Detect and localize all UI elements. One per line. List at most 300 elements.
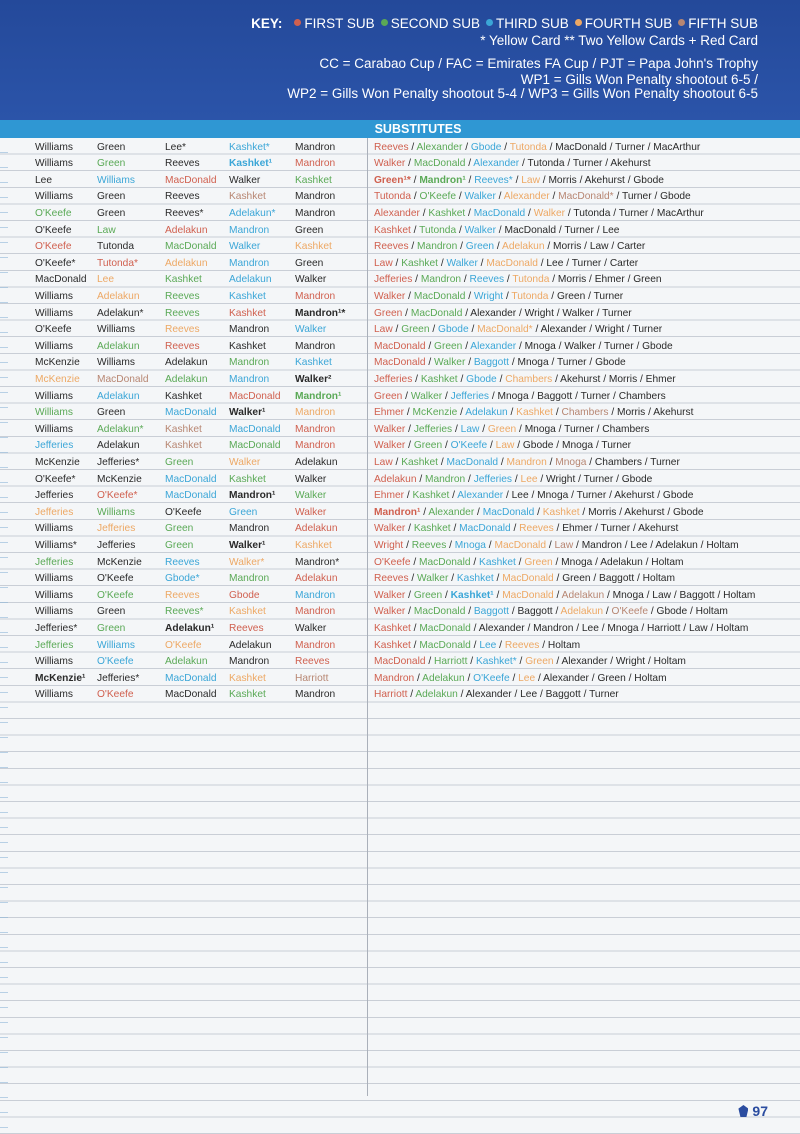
substitutes-list — [374, 372, 676, 389]
player-cell: Williams — [35, 606, 73, 618]
substitute-name: Baggott — [473, 357, 509, 369]
substitute-name: MacDonald — [555, 141, 607, 153]
player-cell: Kashket¹ — [229, 158, 273, 170]
separator: / — [405, 440, 414, 452]
separator: / — [643, 589, 653, 601]
separator: / — [573, 622, 582, 634]
page-footer — [738, 1103, 768, 1119]
player-cell: Williams — [35, 573, 73, 585]
separator: / — [438, 257, 447, 269]
separator: / — [508, 606, 518, 618]
substitute-name: Tutonda — [512, 274, 550, 286]
separator: / — [477, 257, 487, 269]
table-row — [0, 372, 800, 389]
substitute-name: Alexander — [543, 672, 589, 684]
substitute-name: Green — [524, 556, 553, 568]
table-row — [0, 455, 800, 472]
substitute-name: MacDonald — [459, 523, 511, 535]
player-cell: Mandron — [229, 324, 270, 336]
table-row — [0, 488, 800, 505]
separator: / — [496, 373, 506, 385]
separator: / — [553, 440, 562, 452]
separator: / — [470, 639, 480, 651]
player-cell: MacDonald — [229, 390, 281, 402]
substitute-name: Lee — [546, 257, 564, 269]
player-cell: Kashket — [229, 307, 266, 319]
substitute-name: Adelakun — [560, 606, 604, 618]
player-cell: Mandron — [295, 606, 336, 618]
player-cell: Walker — [295, 622, 327, 634]
player-cell: Lee — [35, 174, 52, 186]
separator: / — [645, 407, 654, 419]
player-cell: Green — [295, 257, 324, 269]
separator: / — [537, 689, 546, 701]
player-cell: Williams — [35, 423, 73, 435]
separator: / — [501, 141, 510, 153]
substitute-name: Law — [460, 423, 480, 435]
separator: / — [509, 672, 519, 684]
substitute-name: Wright — [594, 324, 625, 336]
player-cell: Green — [97, 207, 126, 219]
separator: / — [411, 191, 420, 203]
separator: / — [438, 456, 447, 468]
substitute-name: Tutonda — [573, 207, 611, 219]
separator: / — [465, 473, 474, 485]
substitute-name: Turner — [615, 141, 645, 153]
substitute-name: Alexander — [416, 141, 463, 153]
key-item-label: FIRST SUB — [304, 16, 375, 31]
separator: / — [601, 257, 610, 269]
player-cell: MacDonald — [165, 473, 217, 485]
player-cell: Jefferies — [97, 523, 136, 535]
substitute-name: Law — [374, 324, 393, 336]
substitute-name: Holtam — [716, 622, 749, 634]
substitute-name: O'Keefe — [611, 606, 649, 618]
player-cell: Adelakun — [165, 373, 208, 385]
substitute-name: Green — [633, 274, 662, 286]
substitute-name: Turner — [593, 290, 624, 302]
substitute-name: Akehurst — [624, 506, 665, 518]
substitute-name: Law — [554, 539, 574, 551]
player-cell: McKenzie — [35, 357, 80, 369]
player-cell: Green — [97, 158, 126, 170]
separator: / — [392, 456, 402, 468]
separator: / — [556, 224, 565, 236]
substitutes-list — [374, 355, 626, 372]
player-cell: Adelakun — [97, 440, 140, 452]
substitute-name: Jefferies — [413, 423, 453, 435]
separator: / — [410, 639, 420, 651]
key-item — [294, 16, 374, 31]
player-cell: Williams — [35, 390, 73, 402]
player-cell: O'Keefe* — [97, 490, 138, 502]
separator: / — [508, 357, 518, 369]
player-cell: Lee* — [165, 141, 186, 153]
player-cell: Green — [295, 224, 324, 236]
substitute-name: Gbode — [595, 357, 626, 369]
separator: / — [488, 390, 498, 402]
substitute-name: Turner — [571, 257, 602, 269]
player-cell: Mandron — [229, 224, 270, 236]
player-cell: Williams — [97, 357, 135, 369]
substitute-name: Reeves — [374, 241, 409, 253]
player-cell: McKenzie — [97, 473, 142, 485]
substitute-name: Mandron¹ — [374, 506, 421, 518]
player-cell: Kashket — [295, 539, 332, 551]
substitute-name: Gbode — [438, 324, 469, 336]
player-cell: Mandron — [295, 191, 336, 203]
separator: / — [412, 373, 421, 385]
separator: / — [405, 158, 414, 170]
substitutes-list — [374, 239, 645, 256]
player-cell: Williams — [35, 191, 73, 203]
key-item-label: SECOND SUB — [390, 16, 480, 31]
table-row — [0, 555, 800, 572]
separator: / — [546, 141, 556, 153]
substitute-name: Mandron — [420, 274, 462, 286]
substitute-name: Lee — [520, 689, 538, 701]
player-cell: Jefferies* — [97, 672, 140, 684]
separator: / — [613, 473, 622, 485]
substitute-name: Green — [374, 307, 403, 319]
substitute-name: Alexander — [473, 158, 520, 170]
separator: / — [474, 506, 483, 518]
substitute-name: Green — [556, 290, 586, 302]
player-cell: Mandron — [229, 373, 270, 385]
separator: / — [616, 506, 625, 518]
separator: / — [552, 606, 561, 618]
substitute-name: Law — [374, 456, 393, 468]
separator: / — [519, 158, 528, 170]
key-item-label: FIFTH SUB — [688, 16, 758, 31]
substitute-name: Wright — [615, 656, 646, 668]
player-cell: Kashket — [165, 423, 202, 435]
substitute-name: Holtam — [706, 539, 739, 551]
separator: / — [539, 174, 549, 186]
substitutes-list — [374, 322, 662, 339]
player-cell: Mandron — [229, 357, 270, 369]
substitutes-list — [374, 339, 673, 356]
substitutes-list — [374, 272, 662, 289]
table-row — [0, 687, 800, 704]
player-cell: Williams — [97, 506, 135, 518]
separator: / — [642, 556, 652, 568]
substitute-name: Reeves — [374, 141, 409, 153]
substitute-name: Chambers — [618, 390, 666, 402]
separator: / — [503, 290, 512, 302]
substitute-name: Turner — [580, 390, 611, 402]
player-cell: Green — [229, 506, 258, 518]
player-cell: Walker* — [229, 556, 265, 568]
substitute-name: Lee — [602, 224, 620, 236]
player-cell: Mandron — [295, 290, 336, 302]
player-cell: Mandron* — [295, 556, 340, 568]
substitute-name: Akehurst — [610, 158, 651, 170]
substitute-name: Turner — [564, 423, 594, 435]
substitute-name: Kashket — [420, 373, 458, 385]
substitute-name: Harriott — [434, 656, 468, 668]
table-row — [0, 272, 800, 289]
separator: / — [462, 307, 471, 319]
player-cell: Adelakun — [165, 656, 208, 668]
substitute-name: Green — [525, 656, 554, 668]
separator: / — [598, 622, 608, 634]
substitutes-list — [374, 173, 664, 190]
substitute-name: MacDonald — [446, 456, 499, 468]
separator: / — [590, 573, 600, 585]
separator: / — [548, 290, 557, 302]
player-cell: Mandron — [295, 158, 336, 170]
substitute-name: Alexander — [478, 622, 525, 634]
substitutes-list — [374, 256, 638, 273]
substitute-name: Baggott — [517, 606, 553, 618]
substitute-name: Gbode — [656, 606, 688, 618]
substitute-name: Akehurst — [560, 373, 601, 385]
separator: / — [442, 589, 451, 601]
separator: / — [654, 490, 663, 502]
player-cell: Kashket — [229, 191, 266, 203]
substitute-name: Jefferies — [374, 373, 413, 385]
separator: / — [593, 224, 603, 236]
player-cell: Kashket — [165, 274, 202, 286]
separator: / — [494, 241, 503, 253]
separator: / — [410, 622, 420, 634]
player-cell: Williams — [35, 407, 73, 419]
substitute-name: Mnoga — [497, 390, 529, 402]
club-crest-icon — [738, 1105, 748, 1117]
separator: / — [553, 573, 563, 585]
separator: / — [606, 490, 615, 502]
substitute-name: MacDonald* — [558, 191, 614, 203]
player-cell: Kashket* — [229, 141, 270, 153]
substitute-name: MacDonald — [486, 257, 538, 269]
substitute-name: Baggott — [537, 390, 573, 402]
separator: / — [586, 357, 596, 369]
substitute-name: Reeves — [504, 639, 540, 651]
substitute-name: McKenzie — [412, 407, 458, 419]
substitute-name: Harriott — [647, 622, 681, 634]
player-cell: O'Keefe — [165, 639, 202, 651]
substitute-name: Tutonda — [511, 290, 549, 302]
substitutes-list — [374, 555, 684, 572]
substitute-name: Reeves — [374, 573, 409, 585]
player-cell: McKenzie — [35, 456, 80, 468]
separator: / — [528, 490, 538, 502]
substitute-name: MacDonald — [374, 656, 426, 668]
separator: / — [613, 191, 622, 203]
substitute-name: Lee — [581, 622, 599, 634]
substitute-name: Wright — [374, 539, 404, 551]
player-cell: O'Keefe — [97, 656, 134, 668]
substitute-name: Mandron — [417, 241, 458, 253]
player-cell: Mandron — [295, 407, 336, 419]
substitute-name: MacDonald — [482, 506, 535, 518]
player-cell: Adelakun* — [97, 423, 144, 435]
player-cell: Reeves — [165, 191, 200, 203]
substitute-name: Holtam — [547, 639, 581, 651]
separator: / — [457, 689, 466, 701]
substitute-name: Reeves — [411, 539, 447, 551]
substitute-name: Lee — [630, 539, 648, 551]
substitute-name: Kashket — [401, 257, 439, 269]
substitute-name: Walker — [410, 390, 443, 402]
table-row — [0, 156, 800, 173]
separator: / — [634, 573, 643, 585]
separator: / — [580, 689, 590, 701]
player-cell: Reeves — [165, 589, 200, 601]
substitutes-list — [374, 223, 619, 240]
substitute-name: Akehurst — [638, 523, 679, 535]
substitute-name: Turner — [650, 456, 680, 468]
table-row — [0, 189, 800, 206]
substitutes-list — [374, 206, 704, 223]
player-cell: Williams — [35, 340, 73, 352]
separator: / — [507, 407, 517, 419]
table-row — [0, 322, 800, 339]
separator: / — [465, 174, 475, 186]
substitute-name: Tutonda — [374, 191, 412, 203]
substitute-name: Green — [562, 573, 591, 585]
substitute-name: Walker — [374, 606, 406, 618]
substitute-name: Turner — [556, 357, 587, 369]
key-item — [678, 16, 758, 31]
separator: / — [416, 473, 425, 485]
player-cell: Mandron — [295, 207, 336, 219]
separator: / — [493, 589, 503, 601]
player-cell: Jefferies — [35, 639, 74, 651]
color-dot-icon — [486, 19, 493, 26]
table-row — [0, 571, 800, 588]
separator: / — [512, 174, 522, 186]
player-cell: Mandron — [229, 573, 270, 585]
table-row — [0, 621, 800, 638]
separator: / — [461, 274, 470, 286]
substitute-name: Adelakun — [465, 407, 508, 419]
player-cell: Kashket — [229, 672, 266, 684]
separator: / — [470, 622, 479, 634]
substitute-name: O'Keefe — [419, 191, 457, 203]
table-row — [0, 604, 800, 621]
player-cell: Reeves — [165, 340, 200, 352]
substitute-name: Alexander — [470, 340, 517, 352]
separator: / — [534, 506, 543, 518]
player-cell: Adelakun — [295, 456, 338, 468]
player-cell: McKenzie — [97, 556, 142, 568]
substitute-name: Baggott — [599, 573, 635, 585]
substitute-name: Tutonda — [527, 158, 565, 170]
substitute-name: Ehmer — [562, 523, 593, 535]
substitutes-list — [374, 472, 652, 489]
player-cell: Adelakun¹ — [165, 622, 215, 634]
player-cell: Walker¹ — [229, 407, 266, 419]
player-cell: Williams — [35, 689, 73, 701]
separator: / — [465, 290, 474, 302]
substitute-name: Adelakun — [415, 689, 458, 701]
substitute-name: Mandron — [374, 672, 415, 684]
substitute-name: Chambers — [505, 373, 553, 385]
separator: / — [606, 141, 616, 153]
player-cell: Williams* — [35, 539, 77, 551]
substitute-name: Lee — [479, 639, 497, 651]
separator: / — [515, 556, 525, 568]
player-cell: Reeves — [295, 656, 330, 668]
separator: / — [552, 556, 562, 568]
player-cell: Kashket — [229, 290, 266, 302]
substitute-name: Law — [652, 589, 671, 601]
substitute-name: Gbode — [633, 174, 664, 186]
player-cell: Kashket — [295, 174, 332, 186]
player-cell: Adelakun* — [97, 307, 144, 319]
substitute-name: Gbode — [621, 473, 653, 485]
substitute-name: Walker — [417, 573, 449, 585]
substitutes-list — [374, 687, 619, 704]
substitute-name: Alexander — [470, 307, 517, 319]
player-cell: Williams — [35, 141, 73, 153]
player-cell: Williams — [35, 307, 73, 319]
player-cell: Mandron — [295, 589, 336, 601]
separator: / — [610, 207, 619, 219]
substitute-name: Baggott — [473, 606, 509, 618]
substitute-name: Chambers — [561, 407, 609, 419]
substitute-name: Alexander — [465, 689, 512, 701]
substitute-name: Gbode — [466, 373, 497, 385]
separator: / — [607, 656, 616, 668]
player-cell: Gbode* — [165, 573, 200, 585]
player-cell: MacDonald — [229, 423, 281, 435]
substitute-name: O'Keefe — [450, 440, 488, 452]
substitute-name: Turner — [576, 490, 607, 502]
substitutes-header-bar — [0, 120, 800, 138]
separator: / — [465, 207, 474, 219]
substitute-name: Law — [521, 174, 540, 186]
substitute-name: MacDonald — [413, 606, 466, 618]
player-cell: Mandron — [229, 257, 270, 269]
substitute-name: Kashket — [374, 224, 411, 236]
substitute-name: MacArthur — [653, 141, 701, 153]
substitute-name: Morris — [548, 174, 577, 186]
player-cell: Walker — [229, 174, 261, 186]
substitutes-list — [374, 538, 739, 555]
separator: / — [588, 672, 598, 684]
table-row — [0, 389, 800, 406]
substitute-name: Walker — [446, 257, 478, 269]
player-cell: MacDonald — [165, 174, 217, 186]
separator: / — [442, 440, 451, 452]
substitute-name: MacDonald — [494, 539, 546, 551]
table-row — [0, 355, 800, 372]
separator: / — [496, 639, 505, 651]
substitutes-list — [374, 621, 748, 638]
player-cell: Adelakun — [165, 357, 208, 369]
player-cell: O'Keefe — [165, 506, 202, 518]
substitute-name: Walker — [533, 207, 566, 219]
player-cell: Williams — [35, 656, 73, 668]
separator: / — [446, 539, 455, 551]
separator: / — [408, 141, 417, 153]
separator: / — [579, 506, 589, 518]
player-cell: O'Keefe — [35, 207, 72, 219]
separator: / — [414, 672, 423, 684]
table-row — [0, 256, 800, 273]
player-cell: O'Keefe — [35, 224, 72, 236]
separator: / — [524, 622, 534, 634]
separator: / — [647, 539, 656, 551]
page-number: 97 — [752, 1103, 768, 1119]
separator: / — [407, 689, 416, 701]
separator: / — [412, 274, 421, 286]
player-cell: Lee — [97, 274, 114, 286]
substitute-name: Kashket — [516, 407, 553, 419]
